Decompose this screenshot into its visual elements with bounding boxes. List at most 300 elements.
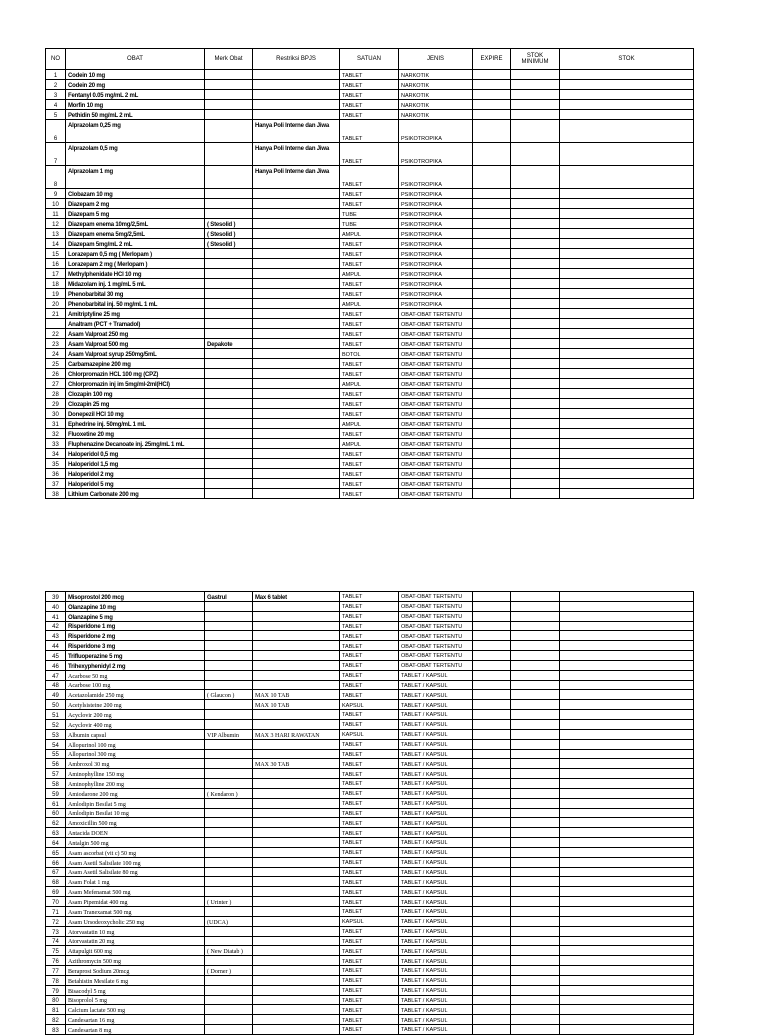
satuan-cell: TABLET	[340, 239, 399, 249]
table-row	[46, 611, 694, 621]
stok-cell	[560, 309, 694, 319]
satuan-cell: TABLET	[340, 680, 399, 690]
restriksi-cell: MAX 3 HARI RAWATAN	[253, 729, 340, 739]
stok-minimum-cell	[511, 110, 560, 120]
satuan-cell: TABLET	[340, 110, 399, 120]
stok-minimum-cell	[511, 670, 560, 680]
expire-cell	[473, 143, 511, 166]
jenis-cell: TABLET / KAPSUL	[399, 867, 473, 877]
table-row	[46, 110, 694, 120]
satuan-cell: TABLET	[340, 1005, 399, 1015]
stok-cell	[560, 259, 694, 269]
obat-cell: Fluoxetine 20 mg	[66, 429, 205, 439]
expire-cell	[473, 379, 511, 389]
jenis-cell: OBAT-OBAT TERTENTU	[399, 409, 473, 419]
obat-cell: Albumin capsul	[66, 729, 205, 739]
no-cell: 59	[46, 788, 66, 798]
stok-minimum-cell	[511, 995, 560, 1005]
stok-minimum-cell	[511, 439, 560, 449]
table-row	[46, 808, 694, 818]
expire-cell	[473, 739, 511, 749]
jenis-cell: OBAT-OBAT TERTENTU	[399, 319, 473, 329]
restriksi-cell	[253, 279, 340, 289]
merk-cell	[205, 80, 253, 90]
table-row	[46, 70, 694, 80]
restriksi-cell	[253, 80, 340, 90]
no-cell: 51	[46, 710, 66, 720]
satuan-cell: TABLET	[340, 309, 399, 319]
table-row	[46, 199, 694, 209]
satuan-cell: TABLET	[340, 719, 399, 729]
expire-cell	[473, 479, 511, 489]
stok-cell	[560, 946, 694, 956]
no-cell: 70	[46, 897, 66, 907]
satuan-cell: TABLET	[340, 479, 399, 489]
table-row	[46, 329, 694, 339]
obat-cell: Asam Asetil Salisilate 80 mg	[66, 867, 205, 877]
merk-cell	[205, 670, 253, 680]
merk-cell	[205, 621, 253, 631]
obat-cell: Atorvastatin 10 mg	[66, 926, 205, 936]
satuan-cell: TABLET	[340, 995, 399, 1005]
obat-cell: Lorazepam 0,5 mg ( Merlopam )	[66, 249, 205, 259]
satuan-cell: TABLET	[340, 759, 399, 769]
obat-cell: Haloperidol 1,5 mg	[66, 459, 205, 469]
no-cell: 65	[46, 847, 66, 857]
restriksi-cell	[253, 379, 340, 389]
table-row	[46, 700, 694, 710]
table-row	[46, 621, 694, 631]
stok-cell	[560, 369, 694, 379]
expire-cell	[473, 680, 511, 690]
expire-cell	[473, 90, 511, 100]
merk-cell: ( Dorner )	[205, 966, 253, 976]
no-cell: 16	[46, 259, 66, 269]
table-row	[46, 319, 694, 329]
stok-minimum-cell	[511, 219, 560, 229]
satuan-cell: TABLET	[340, 189, 399, 199]
stok-minimum-cell	[511, 631, 560, 641]
stok-minimum-cell	[511, 710, 560, 720]
stok-cell	[560, 719, 694, 729]
expire-cell	[473, 1025, 511, 1035]
merk-cell	[205, 489, 253, 499]
stok-minimum-cell	[511, 259, 560, 269]
stok-minimum-cell	[511, 90, 560, 100]
stok-cell	[560, 269, 694, 279]
merk-cell	[205, 359, 253, 369]
satuan-cell: TABLET	[340, 887, 399, 897]
no-cell: 76	[46, 956, 66, 966]
no-cell: 43	[46, 631, 66, 641]
jenis-cell: TABLET / KAPSUL	[399, 798, 473, 808]
satuan-cell: TABLET	[340, 739, 399, 749]
stok-cell	[560, 429, 694, 439]
header-stok-minimum: STOK MINIMUM	[511, 49, 560, 70]
restriksi-cell: MAX 10 TAB	[253, 690, 340, 700]
jenis-cell: TABLET / KAPSUL	[399, 710, 473, 720]
drug-table-page-1	[45, 48, 694, 499]
restriksi-cell	[253, 985, 340, 995]
restriksi-cell	[253, 299, 340, 309]
table-row	[46, 769, 694, 779]
jenis-cell: TABLET / KAPSUL	[399, 808, 473, 818]
stok-minimum-cell	[511, 309, 560, 319]
restriksi-cell	[253, 916, 340, 926]
no-cell: 22	[46, 329, 66, 339]
jenis-cell: TABLET / KAPSUL	[399, 946, 473, 956]
restriksi-cell: Hanya Poli Interne dan Jiwa	[253, 120, 340, 143]
obat-cell: Calcium lactate 500 mg	[66, 1005, 205, 1015]
no-cell	[46, 319, 66, 329]
no-cell: 74	[46, 936, 66, 946]
table-row	[46, 719, 694, 729]
satuan-cell: TABLET	[340, 690, 399, 700]
jenis-cell: OBAT-OBAT TERTENTU	[399, 469, 473, 479]
table-row	[46, 100, 694, 110]
table-row	[46, 359, 694, 369]
no-cell: 34	[46, 449, 66, 459]
jenis-cell: OBAT-OBAT TERTENTU	[399, 489, 473, 499]
satuan-cell: TABLET	[340, 143, 399, 166]
restriksi-cell	[253, 670, 340, 680]
no-cell: 19	[46, 289, 66, 299]
satuan-cell: TABLET	[340, 847, 399, 857]
stok-minimum-cell	[511, 808, 560, 818]
expire-cell	[473, 249, 511, 259]
stok-cell	[560, 975, 694, 985]
no-cell: 82	[46, 1015, 66, 1025]
stok-cell	[560, 90, 694, 100]
satuan-cell: TABLET	[340, 339, 399, 349]
merk-cell	[205, 459, 253, 469]
stok-cell	[560, 319, 694, 329]
stok-minimum-cell	[511, 601, 560, 611]
obat-cell: Fentanyl 0.05 mg/mL 2 mL	[66, 90, 205, 100]
jenis-cell: OBAT-OBAT TERTENTU	[399, 349, 473, 359]
table-row	[46, 379, 694, 389]
obat-cell: Donepezil HCl 10 mg	[66, 409, 205, 419]
expire-cell	[473, 749, 511, 759]
no-cell: 71	[46, 907, 66, 917]
stok-cell	[560, 739, 694, 749]
obat-cell: Risperidone 1 mg	[66, 621, 205, 631]
no-cell: 21	[46, 309, 66, 319]
stok-cell	[560, 70, 694, 80]
jenis-cell: TABLET / KAPSUL	[399, 739, 473, 749]
stok-cell	[560, 729, 694, 739]
jenis-cell: TABLET / KAPSUL	[399, 847, 473, 857]
stok-minimum-cell	[511, 759, 560, 769]
header-row	[46, 49, 694, 70]
merk-cell	[205, 1025, 253, 1035]
jenis-cell: PSIKOTROPIKA	[399, 143, 473, 166]
jenis-cell: OBAT-OBAT TERTENTU	[399, 389, 473, 399]
expire-cell	[473, 936, 511, 946]
expire-cell	[473, 818, 511, 828]
expire-cell	[473, 719, 511, 729]
jenis-cell: TABLET / KAPSUL	[399, 828, 473, 838]
jenis-cell: TABLET / KAPSUL	[399, 680, 473, 690]
merk-cell	[205, 379, 253, 389]
table-row	[46, 239, 694, 249]
stok-minimum-cell	[511, 966, 560, 976]
no-cell: 61	[46, 798, 66, 808]
satuan-cell: TABLET	[340, 769, 399, 779]
table-row	[46, 847, 694, 857]
obat-cell: Acetylsisteine 200 mg	[66, 700, 205, 710]
obat-cell: Asam Folat 1 mg	[66, 877, 205, 887]
merk-cell	[205, 867, 253, 877]
table-row	[46, 429, 694, 439]
stok-cell	[560, 399, 694, 409]
no-cell: 63	[46, 828, 66, 838]
restriksi-cell	[253, 611, 340, 621]
satuan-cell: TABLET	[340, 90, 399, 100]
restriksi-cell	[253, 779, 340, 789]
merk-cell	[205, 995, 253, 1005]
table-row	[46, 269, 694, 279]
satuan-cell: TABLET	[340, 670, 399, 680]
merk-cell: ( New Diatab )	[205, 946, 253, 956]
stok-cell	[560, 1015, 694, 1025]
restriksi-cell	[253, 877, 340, 887]
no-cell: 10	[46, 199, 66, 209]
obat-cell: Ephedrine inj. 50mg/mL 1 mL	[66, 419, 205, 429]
stok-minimum-cell	[511, 897, 560, 907]
merk-cell: ( Stesolid )	[205, 219, 253, 229]
jenis-cell: OBAT-OBAT TERTENTU	[399, 449, 473, 459]
restriksi-cell	[253, 641, 340, 651]
stok-cell	[560, 877, 694, 887]
table-row	[46, 399, 694, 409]
satuan-cell: TABLET	[340, 199, 399, 209]
merk-cell	[205, 956, 253, 966]
obat-cell: Amiodarone 200 mg	[66, 788, 205, 798]
merk-cell	[205, 439, 253, 449]
jenis-cell: TABLET / KAPSUL	[399, 985, 473, 995]
obat-cell: Diazepam enema 5mg/2,5mL	[66, 229, 205, 239]
table-row	[46, 690, 694, 700]
expire-cell	[473, 309, 511, 319]
satuan-cell: TABLET	[340, 289, 399, 299]
table-row	[46, 739, 694, 749]
jenis-cell: TABLET / KAPSUL	[399, 670, 473, 680]
stok-minimum-cell	[511, 479, 560, 489]
restriksi-cell	[253, 1015, 340, 1025]
satuan-cell: TABLET	[340, 249, 399, 259]
table-row	[46, 897, 694, 907]
header-expire: EXPIRE	[473, 49, 511, 70]
restriksi-cell	[253, 887, 340, 897]
obat-cell: Candesartan 8 mg	[66, 1025, 205, 1035]
stok-cell	[560, 926, 694, 936]
stok-minimum-cell	[511, 779, 560, 789]
jenis-cell: PSIKOTROPIKA	[399, 289, 473, 299]
stok-cell	[560, 289, 694, 299]
stok-cell	[560, 100, 694, 110]
jenis-cell: TABLET / KAPSUL	[399, 1005, 473, 1015]
expire-cell	[473, 907, 511, 917]
stok-cell	[560, 199, 694, 209]
jenis-cell: PSIKOTROPIKA	[399, 229, 473, 239]
restriksi-cell	[253, 359, 340, 369]
restriksi-cell: MAX 30 TAB	[253, 759, 340, 769]
merk-cell: ( Urinter )	[205, 897, 253, 907]
table-row	[46, 229, 694, 239]
restriksi-cell	[253, 409, 340, 419]
satuan-cell: TABLET	[340, 818, 399, 828]
table-row	[46, 788, 694, 798]
merk-cell	[205, 808, 253, 818]
restriksi-cell	[253, 749, 340, 759]
expire-cell	[473, 419, 511, 429]
no-cell: 58	[46, 779, 66, 789]
merk-cell	[205, 349, 253, 359]
stok-cell	[560, 916, 694, 926]
obat-cell: Asam ascorbat (vit c) 50 mg	[66, 847, 205, 857]
expire-cell	[473, 110, 511, 120]
stok-minimum-cell	[511, 729, 560, 739]
table-row	[46, 729, 694, 739]
satuan-cell: BOTOL	[340, 349, 399, 359]
no-cell: 54	[46, 739, 66, 749]
stok-minimum-cell	[511, 847, 560, 857]
no-cell: 15	[46, 249, 66, 259]
satuan-cell: TABLET	[340, 459, 399, 469]
expire-cell	[473, 631, 511, 641]
obat-cell: Asam Tranexamat 500 mg	[66, 907, 205, 917]
stok-cell	[560, 985, 694, 995]
stok-cell	[560, 956, 694, 966]
table-row	[46, 249, 694, 259]
obat-cell: Antacida DOEN	[66, 828, 205, 838]
satuan-cell: TABLET	[340, 1025, 399, 1035]
expire-cell	[473, 916, 511, 926]
stok-cell	[560, 389, 694, 399]
expire-cell	[473, 779, 511, 789]
obat-cell: Acyclovir 200 mg	[66, 710, 205, 720]
merk-cell	[205, 120, 253, 143]
obat-cell: Candesartan 16 mg	[66, 1015, 205, 1025]
satuan-cell: AMPUL	[340, 269, 399, 279]
stok-minimum-cell	[511, 985, 560, 995]
obat-cell: Morfin 10 mg	[66, 100, 205, 110]
expire-cell	[473, 828, 511, 838]
stok-cell	[560, 339, 694, 349]
merk-cell	[205, 710, 253, 720]
merk-cell: Gastrul	[205, 592, 253, 602]
restriksi-cell	[253, 966, 340, 976]
merk-cell	[205, 70, 253, 80]
jenis-cell: TABLET / KAPSUL	[399, 759, 473, 769]
expire-cell	[473, 100, 511, 110]
obat-cell: Acarbose 50 mg	[66, 670, 205, 680]
merk-cell	[205, 857, 253, 867]
merk-cell	[205, 269, 253, 279]
stok-cell	[560, 641, 694, 651]
table-row	[46, 887, 694, 897]
stok-cell	[560, 966, 694, 976]
obat-cell: Allopurinol 300 mg	[66, 749, 205, 759]
no-cell: 2	[46, 80, 66, 90]
expire-cell	[473, 641, 511, 651]
jenis-cell: TABLET / KAPSUL	[399, 818, 473, 828]
no-cell: 45	[46, 651, 66, 661]
jenis-cell: OBAT-OBAT TERTENTU	[399, 631, 473, 641]
satuan-cell: TABLET	[340, 779, 399, 789]
stok-cell	[560, 1005, 694, 1015]
merk-cell: ( Stesolid )	[205, 229, 253, 239]
stok-minimum-cell	[511, 319, 560, 329]
merk-cell	[205, 1005, 253, 1015]
jenis-cell: TABLET / KAPSUL	[399, 975, 473, 985]
table-row	[46, 660, 694, 670]
expire-cell	[473, 209, 511, 219]
table-row	[46, 90, 694, 100]
obat-cell: Methylphenidate HCl 10 mg	[66, 269, 205, 279]
stok-cell	[560, 459, 694, 469]
table-row	[46, 299, 694, 309]
satuan-cell: TABLET	[340, 592, 399, 602]
no-cell: 23	[46, 339, 66, 349]
restriksi-cell	[253, 601, 340, 611]
expire-cell	[473, 329, 511, 339]
satuan-cell: TABLET	[340, 660, 399, 670]
no-cell: 56	[46, 759, 66, 769]
obat-cell: Midazolam inj. 1 mg/mL 5 mL	[66, 279, 205, 289]
merk-cell	[205, 479, 253, 489]
satuan-cell: TABLET	[340, 936, 399, 946]
expire-cell	[473, 660, 511, 670]
table-row	[46, 279, 694, 289]
expire-cell	[473, 995, 511, 1005]
expire-cell	[473, 299, 511, 309]
table-row	[46, 389, 694, 399]
obat-cell: Asam Valproat syrup 250mg/5mL	[66, 349, 205, 359]
expire-cell	[473, 601, 511, 611]
restriksi-cell	[253, 369, 340, 379]
jenis-cell: OBAT-OBAT TERTENTU	[399, 601, 473, 611]
stok-cell	[560, 788, 694, 798]
stok-minimum-cell	[511, 369, 560, 379]
table-row	[46, 459, 694, 469]
stok-cell	[560, 439, 694, 449]
no-cell: 28	[46, 389, 66, 399]
satuan-cell: TABLET	[340, 166, 399, 189]
stok-cell	[560, 828, 694, 838]
no-cell: 52	[46, 719, 66, 729]
merk-cell	[205, 259, 253, 269]
merk-cell	[205, 877, 253, 887]
restriksi-cell	[253, 389, 340, 399]
merk-cell	[205, 199, 253, 209]
expire-cell	[473, 729, 511, 739]
restriksi-cell	[253, 339, 340, 349]
stok-cell	[560, 779, 694, 789]
obat-cell: Chlorpromazin inj im 5mg/ml-2ml(HCl)	[66, 379, 205, 389]
stok-cell	[560, 479, 694, 489]
table-row	[46, 956, 694, 966]
merk-cell	[205, 100, 253, 110]
stok-minimum-cell	[511, 867, 560, 877]
obat-cell: Diazepam 5mg/mL 2 mL	[66, 239, 205, 249]
drug-table-page-2	[45, 591, 694, 1035]
no-cell: 46	[46, 660, 66, 670]
jenis-cell: TABLET / KAPSUL	[399, 857, 473, 867]
stok-cell	[560, 359, 694, 369]
stok-minimum-cell	[511, 621, 560, 631]
